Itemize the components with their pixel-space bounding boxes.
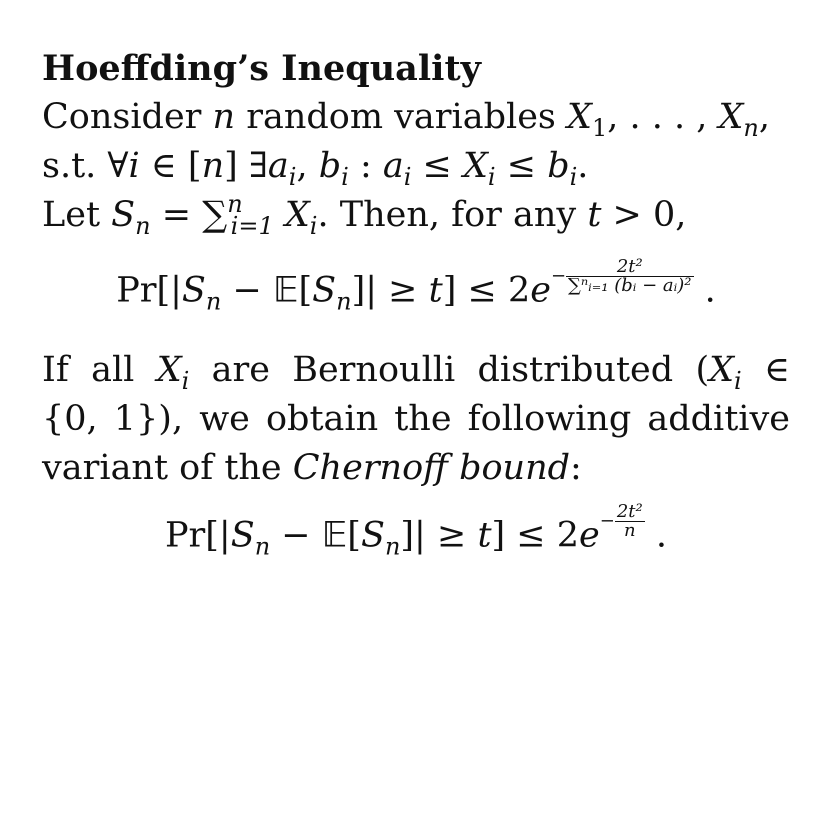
sum-symbol: ∑ [202,195,228,235]
exponent: − $\frac{\text{2t²}}{n}$ [599,500,643,541]
let-line: Let $S_n = \sum^n_{i=1}$ $X_i$. Then, for any t > 0, [42,190,687,240]
page-title: Hoeffding’s Inequality [42,48,481,89]
chernoff-equation: $Pr[|S_n$ − $𝔼[S_n]| \ge t] \le 2e-$ $\frac{\text{2t²}}{n}$ . [164,500,668,560]
exponent: − $\frac{\text{2t²}}{\text{∑ⁿᵢ₌₁ (bᵢ − aᵢ)²}}$ [550,256,692,296]
bernoulli-line-2: {0, 1}), we obtain the following additive [42,398,790,439]
bernoulli-line-1: If all $X_i$ are Bernoulli distributed ($X_i$ ∈ [42,349,790,395]
condition-line: s.t. ∀i ∈ [n] $\exists a_i$, $b_i$ : $a_i \le X_i \le b_i$. [42,146,589,191]
exponent-fraction: $\frac{\text{2t²}}{\text{∑ⁿᵢ₌₁ (bᵢ − aᵢ)²}}$ [568,256,692,296]
exponent-fraction: $\frac{\text{2t²}}{n}$ [616,500,643,541]
intro-line: Consider n random variables $X_1$, . . . , $X_n$, [42,97,771,142]
bernoulli-line-3: variant of the Chernoff bound: [42,447,582,488]
document [42,44,790,560]
hoeffding-equation: $Pr[|S_n$ − $𝔼[S_n]| \ge t] \le 2e-$ $\frac{\text{2t²}}{\text{∑ⁿᵢ₌₁ (bᵢ − aᵢ)²}}$ . [116,256,716,316]
chernoff-bound-term: Chernoff bound [292,447,571,488]
